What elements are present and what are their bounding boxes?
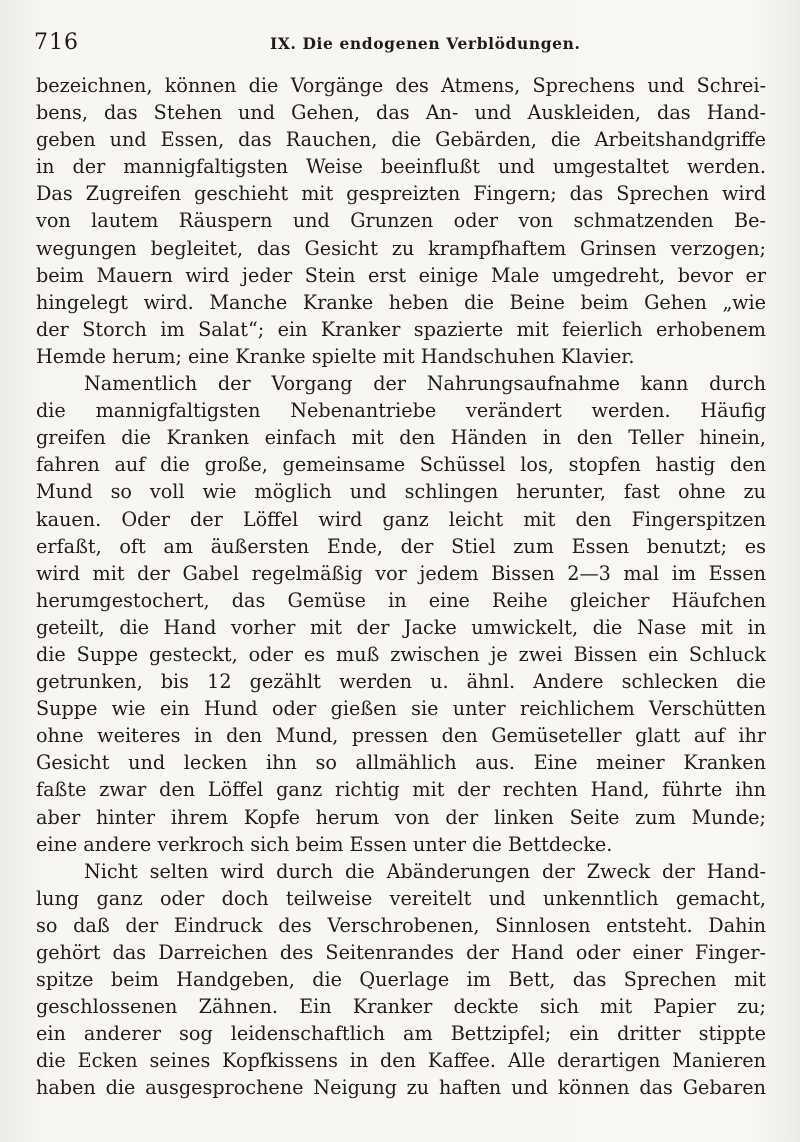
text-line: Nicht selten wird durch die Abänderungen der Zweck der Hand- bbox=[84, 859, 766, 883]
text-line: Hemde herum; eine Kranke spielte mit Handschuhen Klavier. bbox=[36, 344, 635, 368]
text-line: hingelegt wird. Manche Kranke heben die Beine beim Gehen „wie bbox=[36, 290, 766, 314]
text-line: Das Zugreifen geschieht mit gespreizten Fingern; das Sprechen wird bbox=[36, 182, 766, 206]
paragraph bbox=[36, 72, 766, 370]
text-line: der Storch im Salat“; ein Kranker spazierte mit feierlich erhobenem bbox=[36, 317, 766, 341]
text-line: herumgestochert, das Gemüse in eine Reihe gleicher Häufchen bbox=[36, 588, 766, 612]
text-line: greifen die Kranken einfach mit den Händen in den Teller hinein, bbox=[36, 426, 766, 450]
text-line: Gesicht und lecken ihn so allmählich aus. Eine meiner Kranken bbox=[36, 751, 766, 775]
text-line: erfaßt, oft am äußersten Ende, der Stiel zum Essen benutzt; es bbox=[36, 534, 766, 558]
paragraph bbox=[36, 370, 766, 858]
page-header bbox=[30, 30, 770, 60]
text-line: faßte zwar den Löffel ganz richtig mit der rechten Hand, führte ihn bbox=[36, 778, 766, 802]
text-line: wird mit der Gabel regelmäßig vor jedem Bissen 2—3 mal im Essen bbox=[36, 561, 766, 585]
text-line: ein anderer sog leidenschaftlich am Bettzipfel; ein dritter stippte bbox=[36, 1022, 766, 1046]
text-line: Suppe wie ein Hund oder gießen sie unter reichlichem Verschütten bbox=[36, 697, 766, 721]
paragraph bbox=[36, 858, 766, 1102]
text-line: haben die ausgesprochene Neigung zu haften und können das Gebaren bbox=[36, 1076, 766, 1100]
text-line: von lautem Räuspern und Grunzen oder von schmatzenden Be- bbox=[36, 209, 766, 233]
text-line: fahren auf die große, gemeinsame Schüssel los, stopfen hastig den bbox=[36, 453, 766, 477]
text-line: beim Mauern wird jeder Stein erst einige Male umgedreht, bevor er bbox=[36, 263, 766, 287]
text-line: kauen. Oder der Löffel wird ganz leicht mit den Fingerspitzen bbox=[36, 507, 766, 531]
text-line: bezeichnen, können die Vorgänge des Atmens, Sprechens und Schrei- bbox=[36, 74, 766, 97]
text-line: lung ganz oder doch teilweise vereitelt und unkenntlich gemacht, bbox=[36, 886, 766, 910]
text-line: Namentlich der Vorgang der Nahrungsaufnahme kann durch bbox=[84, 372, 766, 396]
text-line: ohne weiteres in den Mund, pressen den Gemüseteller glatt auf ihr bbox=[36, 724, 766, 748]
text-line: geben und Essen, das Rauchen, die Gebärden, die Arbeitshandgriffe bbox=[36, 128, 766, 152]
text-line: eine andere verkroch sich beim Essen unter die Bettdecke. bbox=[36, 832, 613, 856]
text-line: so daß der Eindruck des Verschrobenen, Sinnlosen entsteht. Dahin bbox=[36, 913, 766, 937]
text-line: Mund so voll wie möglich und schlingen herunter, fast ohne zu bbox=[36, 480, 766, 504]
text-line: die mannigfaltigsten Nebenantriebe verändert werden. Häufig bbox=[36, 399, 766, 423]
text-line: die Ecken seines Kopfkissens in den Kaffee. Alle derartigen Manieren bbox=[36, 1049, 766, 1073]
body-text bbox=[36, 72, 766, 1102]
text-line: geschlossenen Zähnen. Ein Kranker deckte sich mit Papier zu; bbox=[36, 995, 766, 1019]
text-line: wegungen begleitet, das Gesicht zu krampfhaftem Grinsen verzogen; bbox=[36, 236, 766, 260]
text-line: getrunken, bis 12 gezählt werden u. ähnl. Andere schlecken die bbox=[36, 670, 766, 694]
text-line: bens, das Stehen und Gehen, das An- und Auskleiden, das Hand- bbox=[36, 101, 766, 125]
text-line: geteilt, die Hand vorher mit der Jacke umwickelt, die Nase mit in bbox=[36, 615, 766, 639]
text-line: spitze beim Handgeben, die Querlage im Bett, das Sprechen mit bbox=[36, 968, 766, 992]
page-number: 716 bbox=[34, 30, 79, 55]
text-line: gehört das Darreichen des Seitenrandes der Hand oder einer Finger- bbox=[36, 941, 766, 964]
text-line: aber hinter ihrem Kopfe herum von der linken Seite zum Munde; bbox=[36, 805, 766, 829]
running-title: IX. Die endogenen Verblödungen. bbox=[270, 34, 581, 53]
text-line: in der mannigfaltigsten Weise beeinflußt und umgestaltet werden. bbox=[36, 155, 766, 179]
text-line: die Suppe gesteckt, oder es muß zwischen je zwei Bissen ein Schluck bbox=[36, 642, 766, 666]
